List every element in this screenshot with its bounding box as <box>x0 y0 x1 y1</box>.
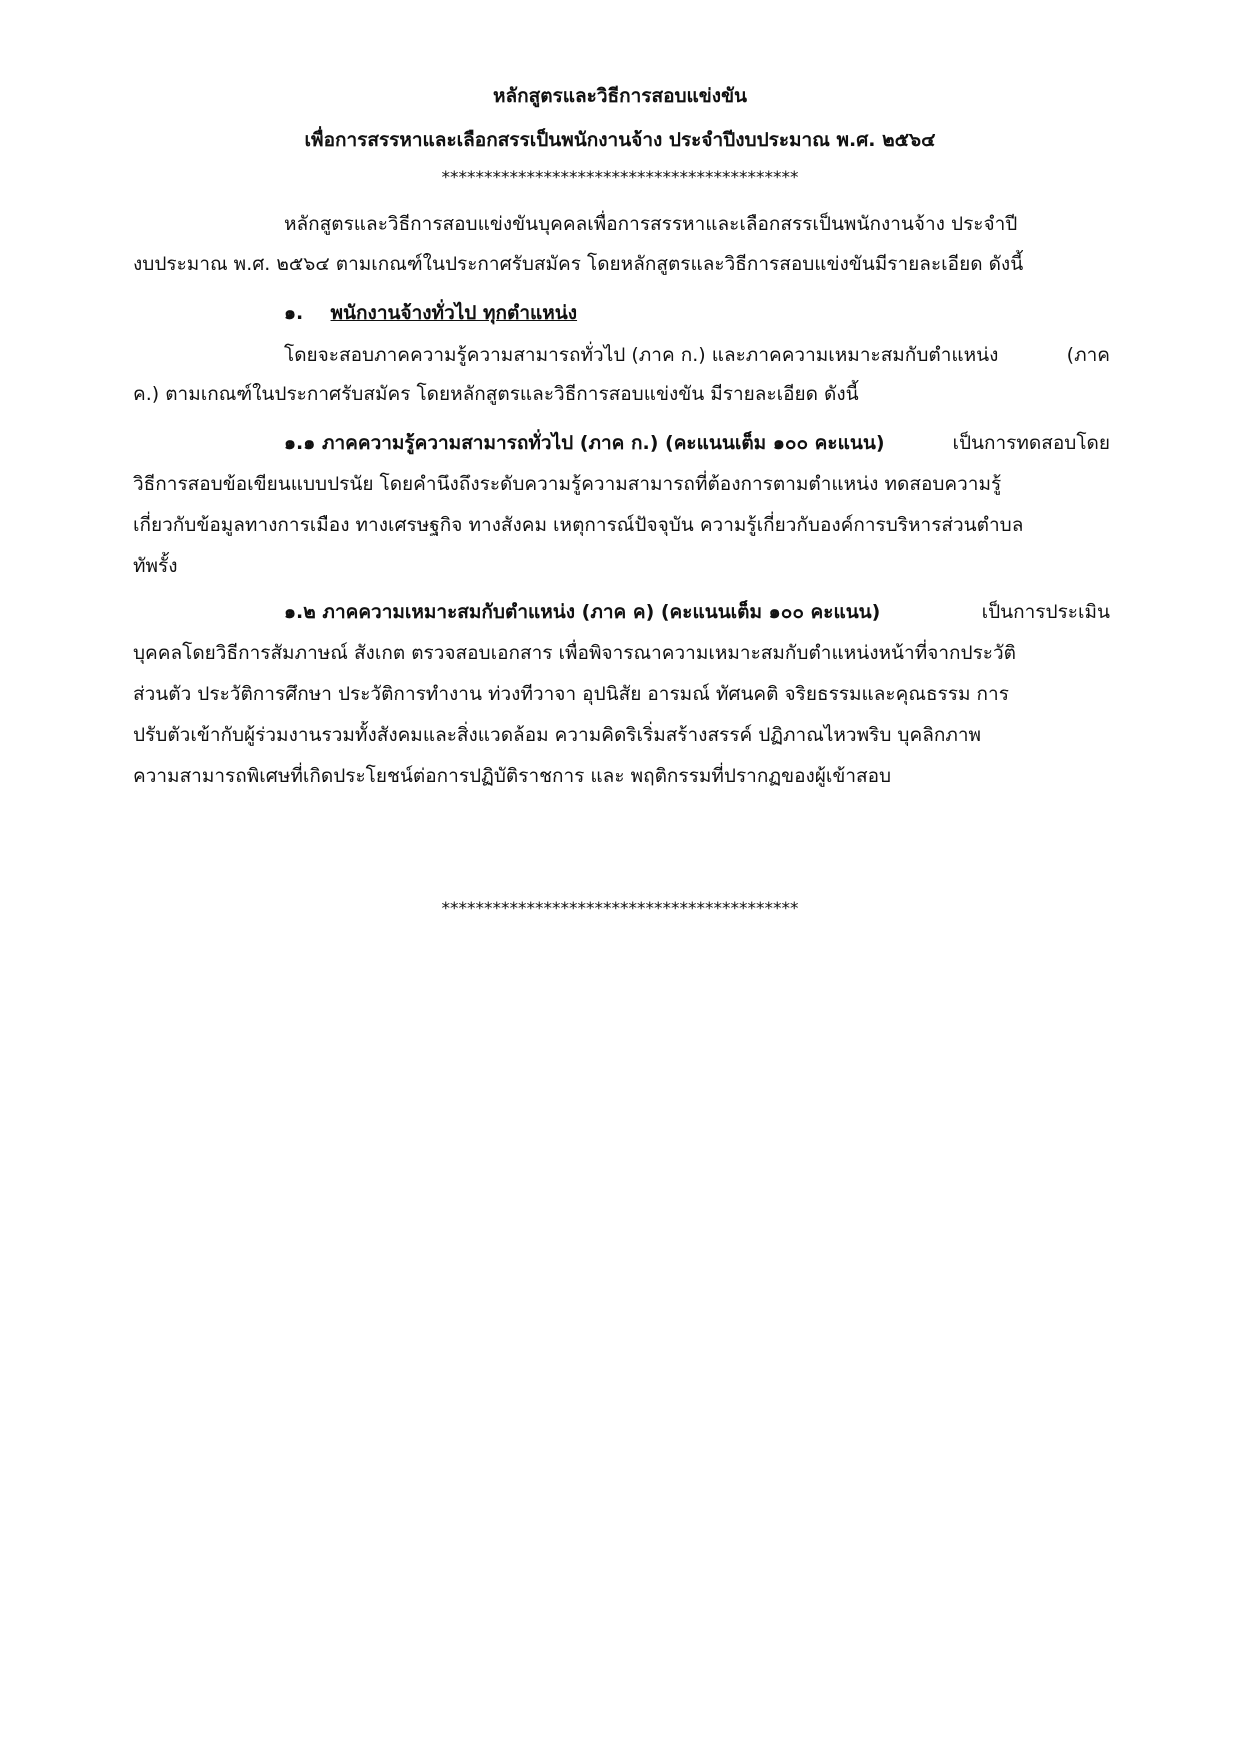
section1-line-1 <box>284 341 1110 369</box>
section1-line-2: ค.) ตามเกณฑ์ในประกาศรับสมัคร โดยหลักสูตรและวิธีการสอบแข่งขัน มีรายละเอียด ดังนี้ <box>133 383 859 405</box>
sub1-2-line-4: ปรับตัวเข้ากับผู้ร่วมงานรวมทั้งสังคมและสิ่งแวดล้อม ความคิดริเริ่มสร้างสรรค์ ปฏิภาณไหวพริบ บุคลิกภาพ <box>133 724 982 746</box>
sub1-1-heading: ๑.๑ ภาคความรู้ความสามารถทั่วไป (ภาค ก.) (คะแนนเต็ม ๑๐๐ คะแนน) <box>284 432 885 454</box>
sub1-2-line-1-rest: เป็นการประเมิน <box>981 601 1110 623</box>
sub1-2-line-2: บุคคลโดยวิธีการสัมภาษณ์ สังเกต ตรวจสอบเอกสาร เพื่อพิจารณาความเหมาะสมกับตำแหน่งหน้าที่จากประวัติ <box>133 642 1016 664</box>
sub1-1-line-1 <box>284 429 1110 457</box>
intro-line-2: งบประมาณ พ.ศ. ๒๕๖๔ ตามเกณฑ์ในประกาศรับสมัคร โดยหลักสูตรและวิธีการสอบแข่งขันมีรายละเอียด ดังนี้ <box>133 253 1024 275</box>
section1-title: พนักงานจ้างทั่วไป ทุกตำแหน่ง <box>330 302 578 324</box>
section1-line-1-end: (ภาค <box>1066 344 1110 366</box>
section1-number: ๑. <box>284 302 304 324</box>
section1-line-1-text: โดยจะสอบภาคความรู้ความสามารถทั่วไป (ภาค ก.) และภาคความเหมาะสมกับตำแหน่ง <box>284 344 999 366</box>
sub1-1-line-4: ทัพรั้ง <box>133 555 178 577</box>
sub1-2-line-5: ความสามารถพิเศษที่เกิดประโยชน์ต่อการปฏิบัติราชการ และ พฤติกรรมที่ปรากฏของผู้เข้าสอบ <box>133 765 892 787</box>
document-title-line2: เพื่อการสรรหาและเลือกสรรเป็นพนักงานจ้าง ประจำปีงบประมาณ พ.ศ. ๒๕๖๔ <box>304 129 936 151</box>
section1-heading <box>284 299 577 327</box>
document-title-line1: หลักสูตรและวิธีการสอบแข่งขัน <box>492 85 748 107</box>
divider-bottom: ****************************************** <box>441 899 799 919</box>
divider-top: ****************************************** <box>441 168 799 188</box>
sub1-2-line-1 <box>284 598 1110 626</box>
sub1-1-line-2: วิธีการสอบข้อเขียนแบบปรนัย โดยคำนึงถึงระดับความรู้ความสามารถที่ต้องการตามตำแหน่ง ทดสอบความรู้ <box>133 473 1002 495</box>
sub1-1-line-3: เกี่ยวกับข้อมูลทางการเมือง ทางเศรษฐกิจ ทางสังคม เหตุการณ์ปัจจุบัน ความรู้เกี่ยวกับองค์การบริหารส่วนตำบล <box>133 514 1024 536</box>
sub1-1-line-1-rest: เป็นการทดสอบโดย <box>952 432 1110 454</box>
intro-line-1: หลักสูตรและวิธีการสอบแข่งขันบุคคลเพื่อการสรรหาและเลือกสรรเป็นพนักงานจ้าง ประจำปี <box>284 213 1018 235</box>
sub1-2-line-3: ส่วนตัว ประวัติการศึกษา ประวัติการทำงาน ท่วงทีวาจา อุปนิสัย อารมณ์ ทัศนคติ จริยธรรมและคุณธรรม การ <box>133 683 1009 705</box>
sub1-2-heading: ๑.๒ ภาคความเหมาะสมกับตำแหน่ง (ภาค ค) (คะแนนเต็ม ๑๐๐ คะแนน) <box>284 601 881 623</box>
